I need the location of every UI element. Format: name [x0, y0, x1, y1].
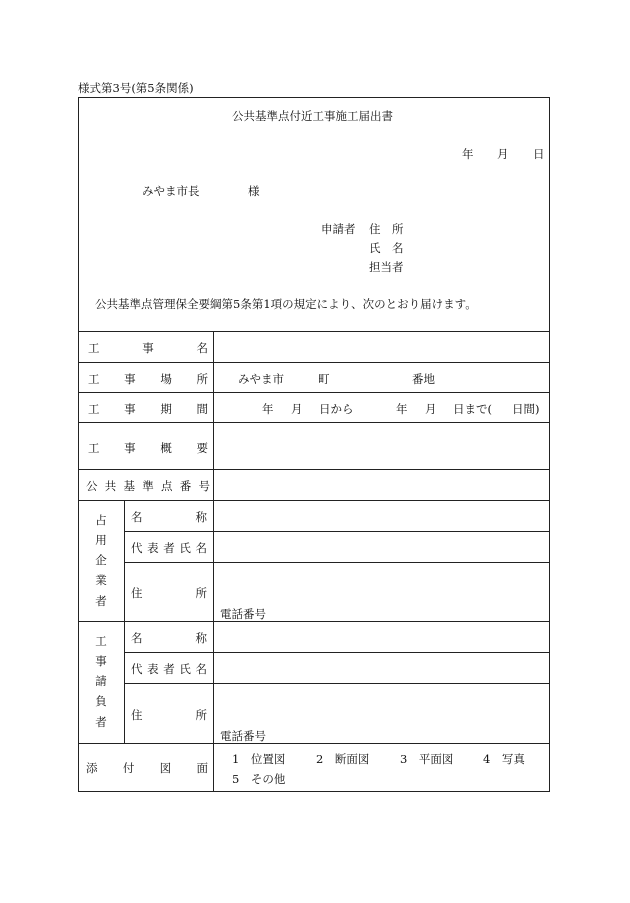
- period-year2: 年: [396, 402, 408, 416]
- column-divider: [213, 331, 214, 792]
- addressee-honorific: 様: [248, 184, 260, 198]
- row-divider: [78, 331, 550, 332]
- attachment-item: 4 写真: [483, 752, 525, 766]
- date-month: 月: [497, 147, 509, 161]
- form-title: 公共基準点付近工事施工届出書: [232, 109, 393, 123]
- contractor-rep-label: 代 表 者 氏 名: [131, 662, 207, 676]
- location-town: 町: [318, 372, 330, 386]
- row-divider: [124, 652, 550, 653]
- applicant-address-label: 住 所: [369, 222, 404, 236]
- contractor-name-label: 名 称: [131, 631, 207, 645]
- addressee-name: みやま市長: [142, 184, 200, 198]
- period-year1: 年: [262, 402, 274, 416]
- period-month1: 月: [291, 402, 303, 416]
- contractor-group-label: 工 事 請 負 者: [95, 634, 107, 729]
- period-day-until: 日まで(: [453, 402, 492, 416]
- statement-text: 公共基準点管理保全要綱第5条第1項の規定により、次のとおり届けます。: [95, 297, 477, 311]
- applicant-name-label: 氏 名: [369, 241, 404, 255]
- row-divider: [124, 562, 550, 563]
- row-divider: [78, 500, 550, 501]
- row-divider: [124, 683, 550, 684]
- label-construction-overview: 工 事 概 要: [88, 441, 208, 455]
- location-city: みやま市: [238, 372, 284, 386]
- row-divider: [78, 392, 550, 393]
- row-divider: [78, 362, 550, 363]
- applicant-contact-label: 担当者: [369, 260, 404, 274]
- attachment-item: 1 位置図: [232, 752, 286, 766]
- attachment-item: 2 断面図: [316, 752, 370, 766]
- column-divider: [124, 500, 125, 743]
- occupant-rep-label: 代 表 者 氏 名: [131, 541, 207, 555]
- label-benchmark-number: 公 共 基 準 点 番 号: [86, 479, 210, 493]
- period-month2: 月: [425, 402, 437, 416]
- label-construction-period: 工 事 期 間: [88, 402, 208, 416]
- date-day: 日: [533, 147, 545, 161]
- period-days: 日間): [512, 402, 540, 416]
- location-lot: 番地: [412, 372, 435, 386]
- period-day-from: 日から: [319, 402, 354, 416]
- attachment-item: 5 その他: [232, 772, 286, 786]
- row-divider: [78, 422, 550, 423]
- row-divider: [78, 743, 550, 744]
- row-divider: [78, 469, 550, 470]
- label-construction-name: 工 事 名: [88, 341, 208, 355]
- row-divider: [124, 531, 550, 532]
- label-attachments: 添 付 図 面: [86, 761, 208, 775]
- occupant-group-label: 占 用 企 業 者: [95, 513, 107, 608]
- date-year: 年: [462, 147, 474, 161]
- contractor-phone-label: 電話番号: [220, 729, 266, 743]
- label-construction-location: 工 事 場 所: [88, 372, 208, 386]
- occupant-address-label: 住 所: [131, 586, 207, 600]
- row-divider: [78, 621, 550, 622]
- occupant-phone-label: 電話番号: [220, 607, 266, 621]
- contractor-address-label: 住 所: [131, 708, 207, 722]
- form-number-label: 様式第3号(第5条関係): [78, 81, 194, 95]
- occupant-name-label: 名 称: [131, 510, 207, 524]
- attachment-item: 3 平面図: [400, 752, 454, 766]
- applicant-label: 申請者: [321, 222, 356, 236]
